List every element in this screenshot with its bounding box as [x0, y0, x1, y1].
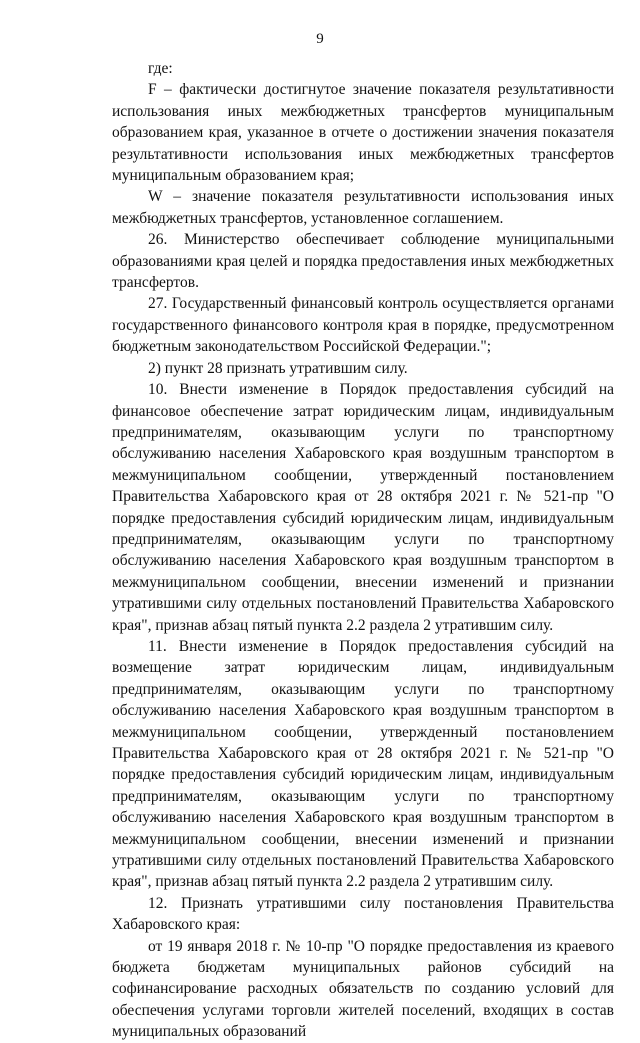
page-number: 9 [316, 31, 324, 47]
paragraph-w-definition: W – значение показателя результативности использования иных межбюджетных трансфертов, установленное соглашением. [112, 188, 614, 227]
paragraph-f-definition: F – фактически достигнутое значение показателя результативности использования иных межбюджетных трансфертов муниципальным образованием края, указанное в отчете о достижении значения показателя результативности использования иных межбюджетных трансфертов муниципальным образованием края; [112, 81, 614, 185]
paragraph-item-11: 11. Внести изменение в Порядок предоставления субсидий на возмещение затрат юридическим лицам, индивидуальным предпринимателям, оказывающим услуги по транспортному обслуживанию населения Хабаровского края воздушным транспортом в межмуниципальном сообщении, утвержденный постановлением Правительства Хабаровского края от 28 октября 2021 г. № 521-пр "О порядке предоставления субсидий юридическим лицам, индивидуальным предпринимателям, оказывающим услуги по транспортному обслуживанию населения Хабаровского края воздушным транспортом в межмуниципальном сообщении, внесении изменений и признании утратившими силу отдельных постановлений Правительства Хабаровского края", признав абзац пятый пункта 2.2 раздела 2 утратившим силу. [112, 637, 614, 891]
paragraph-item-12: 12. Признать утратившими силу постановления Правительства Хабаровского края: [112, 894, 614, 934]
paragraph-item-27: 27. Государственный финансовый контроль осуществляется органами государственного финансового контроля края в порядке, предусмотренном бюджетным законодательством Российской Федерации."; [112, 295, 614, 356]
document-body [112, 58, 614, 1043]
paragraph-item-10: 10. Внести изменение в Порядок предоставления субсидий на финансовое обеспечение затрат юридическим лицам, индивидуальным предпринимателям, оказывающим услуги по транспортному обслуживанию населения Хабаровского края воздушным транспортом в межмуниципальном сообщении, утвержденный постановлением Правительства Хабаровского края от 28 октября 2021 г. № 521-пр "О порядке предоставления субсидий юридическим лицам, индивидуальным предпринимателям, оказывающим услуги по транспортному обслуживанию населения Хабаровского края воздушным транспортом в межмуниципальном сообщении, внесении изменений и признании утратившими силу отдельных постановлений Правительства Хабаровского края", признав абзац пятый пункта 2.2 раздела 2 утратившим силу. [112, 381, 614, 634]
paragraph-item-12-list-entry: от 19 января 2018 г. № 10-пр "О порядке предоставления из краевого бюджета бюджетам муниципальных районов субсидий на софинансирование расходных обязательств по созданию условий для обеспечения услугами торговли жителей поселений, входящих в состав муниципальных образований [112, 937, 614, 1041]
paragraph-item-26: 26. Министерство обеспечивает соблюдение муниципальными образованиями края целей и порядка предоставления иных межбюджетных трансфертов. [112, 231, 614, 292]
paragraph-where: где: [148, 60, 173, 77]
paragraph-subitem-2: 2) пункт 28 признать утратившим силу. [148, 359, 408, 377]
